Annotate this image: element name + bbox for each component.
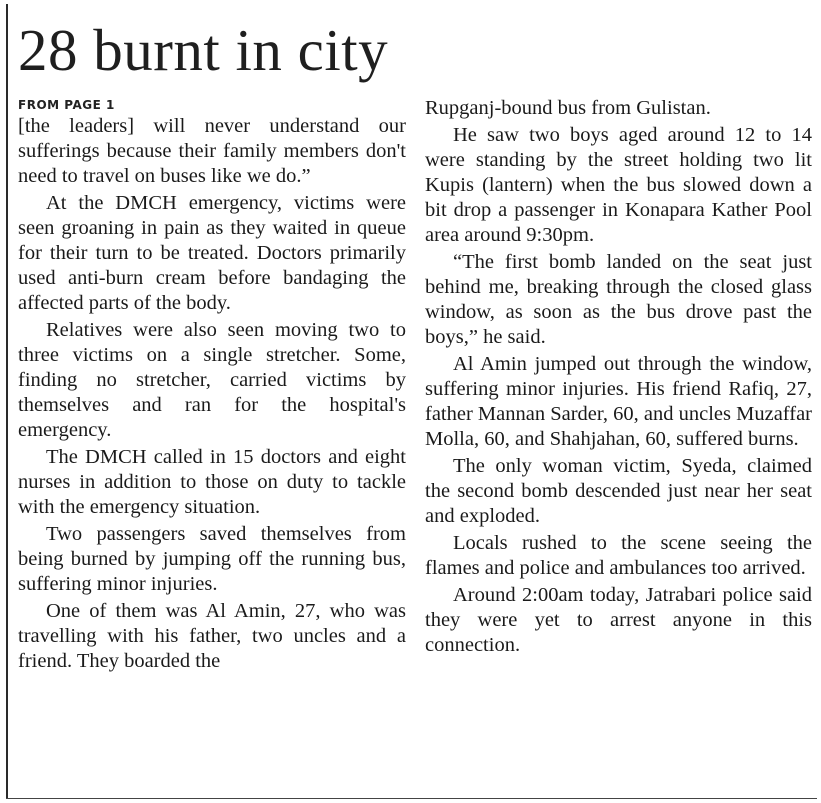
paragraph: He saw two boys aged around 12 to 14 were standing by the street holding two lit Kupis (lantern) when the bus slowed down a bit drop a passenger in Konapara Kather Pool area around 9:30pm.: [425, 124, 812, 246]
headline: 28 burnt in city: [18, 17, 389, 83]
paragraph: Relatives were also seen moving two to three victims on a single stretcher. Some, finding no stretcher, carried victims by themselves and ran for the hospital's emergency.: [18, 319, 406, 441]
paragraph: The DMCH called in 15 doctors and eight nurses in addition to those on duty to tackle with the emergency situation.: [18, 446, 406, 518]
paragraph: Rupganj-bound bus from Gulistan.: [425, 97, 711, 119]
paragraph: At the DMCH emergency, victims were seen groaning in pain as they waited in queue for their turn to be treated. Doctors primarily used anti-burn cream before bandaging the affected parts of the body.: [18, 192, 406, 314]
paragraph: Al Amin jumped out through the window, suffering minor injuries. His friend Rafiq, 27, father Mannan Sarder, 60, and uncles Muzaffar Molla, 60, and Shahjahan, 60, suffered burns.: [425, 353, 813, 450]
continuation-kicker: FROM PAGE 1: [18, 98, 115, 112]
paragraph: [the leaders] will never understand our sufferings because their family members don't need to travel on buses like we do.”: [18, 115, 406, 187]
paragraph: Two passengers saved themselves from being burned by jumping off the running bus, suffering minor injuries.: [18, 523, 406, 595]
article-column-left: [18, 96, 406, 674]
paragraph: “The first bomb landed on the seat just behind me, breaking through the closed glass window, as soon as the bus drove past the boys,” he said.: [425, 251, 812, 348]
paragraph: The only woman victim, Syeda, claimed the second bomb descended just near her seat and exploded.: [425, 455, 812, 527]
column-rule-left: [6, 4, 8, 799]
article-column-right: [425, 96, 812, 658]
bottom-rule: [6, 798, 817, 799]
paragraph: Around 2:00am today, Jatrabari police said they were yet to arrest anyone in this connection.: [425, 584, 812, 656]
paragraph: One of them was Al Amin, 27, who was travelling with his father, two uncles and a friend. They boarded the: [18, 600, 406, 672]
paragraph: Locals rushed to the scene seeing the flames and police and ambulances too arrived.: [425, 532, 812, 579]
